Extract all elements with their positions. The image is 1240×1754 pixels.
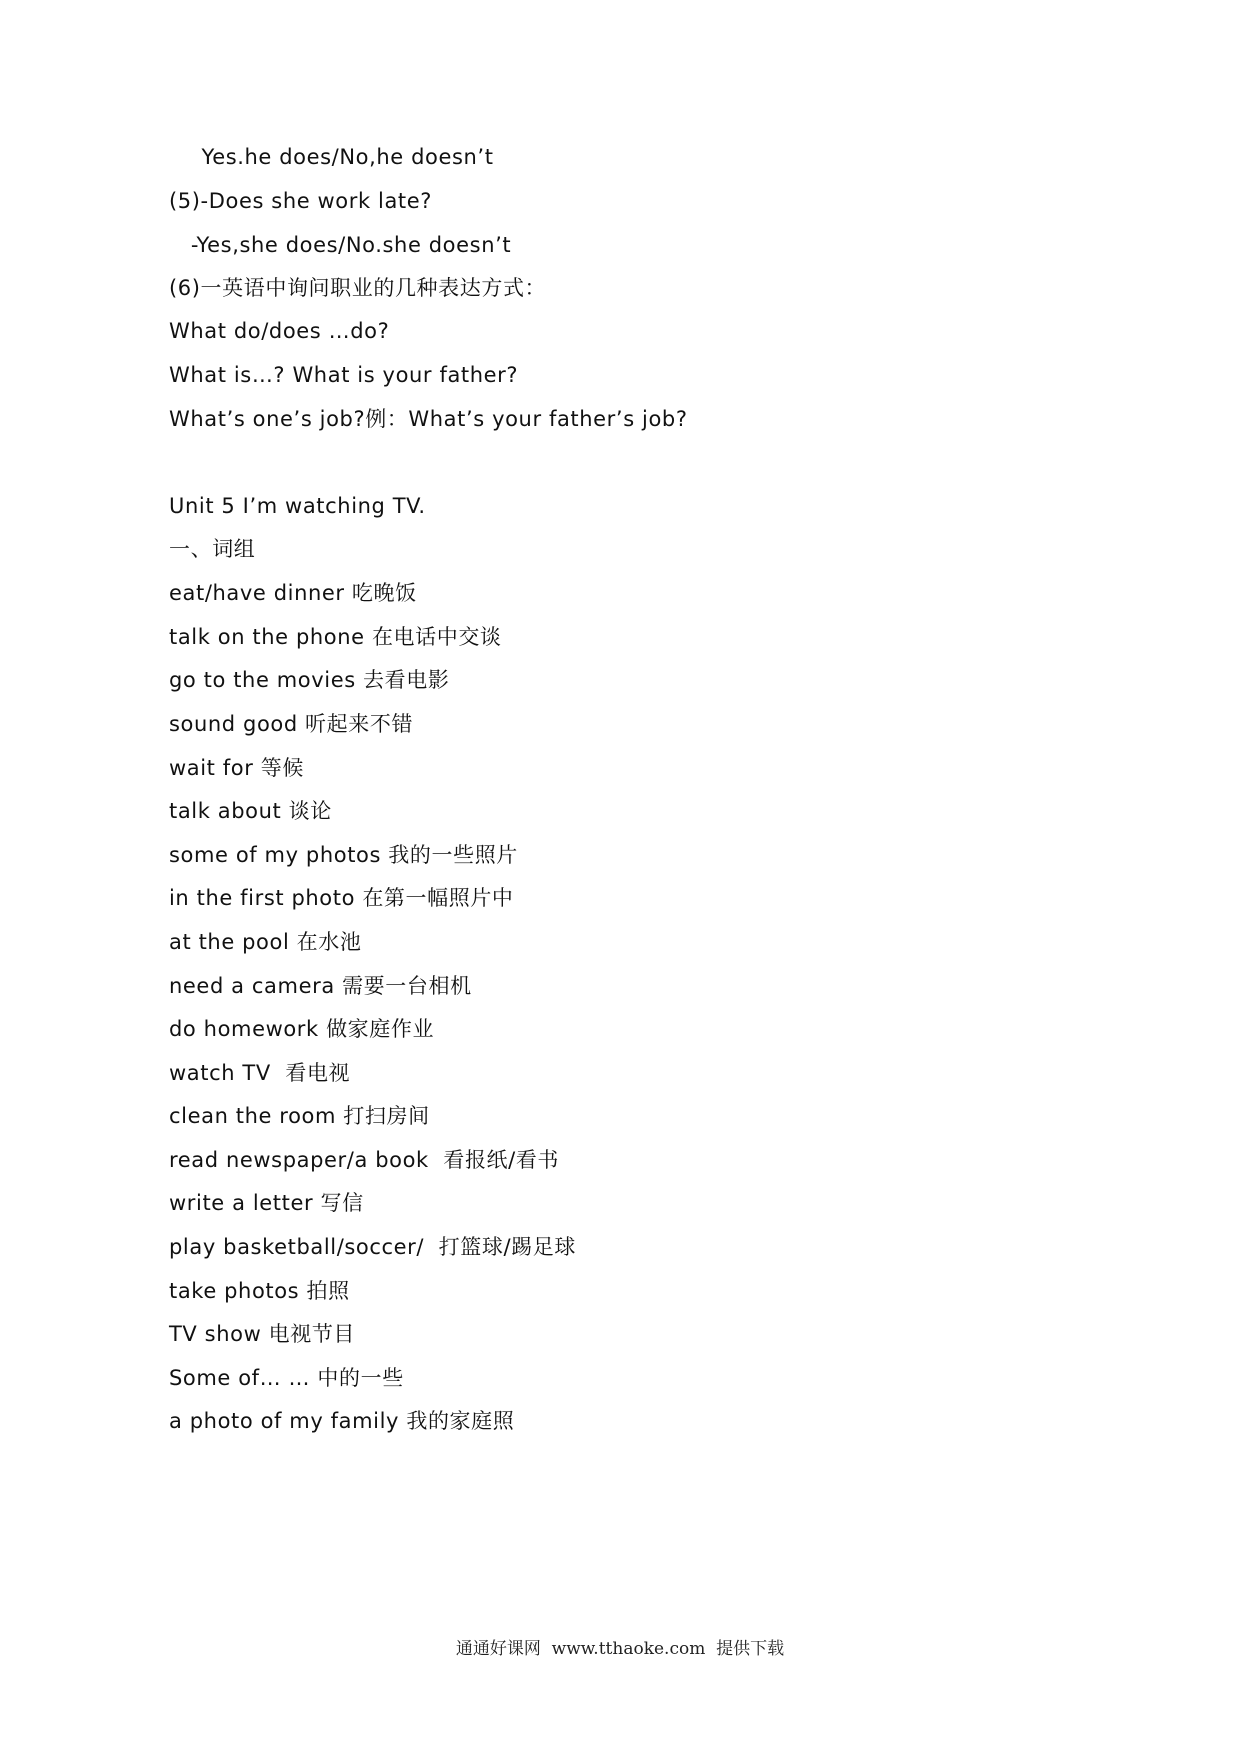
page-footer: 通通好课网 www.tthaoke.com 提供下载 (455, 1639, 785, 1659)
phrase-line: at the pool 在水池 (169, 930, 362, 954)
note-heading: (6)一英语中询问职业的几种表达方式： (169, 276, 547, 300)
phrase-line: read newspaper/a book 看报纸/看书 (169, 1148, 560, 1172)
section-heading: 一、词组 (169, 537, 256, 561)
phrase-line: a photo of my family 我的家庭照 (169, 1409, 515, 1433)
unit-title: Unit 5 I’m watching TV. (169, 494, 426, 518)
phrase-line: clean the room 打扫房间 (169, 1104, 430, 1128)
phrase-line: in the first photo 在第一幅照片中 (169, 886, 514, 910)
phrase-line: play basketball/soccer/ 打篮球/踢足球 (169, 1235, 576, 1259)
answer-line: -Yes,she does/No.she doesn’t (169, 233, 512, 257)
phrase-line: need a camera 需要一台相机 (169, 974, 472, 998)
phrase-line: some of my photos 我的一些照片 (169, 843, 518, 867)
expression-line: What is…? What is your father? (169, 363, 519, 387)
phrase-line: take photos 拍照 (169, 1279, 350, 1303)
phrase-line: do homework 做家庭作业 (169, 1017, 435, 1041)
phrase-line: TV show 电视节目 (169, 1322, 356, 1346)
phrase-line: talk on the phone 在电话中交谈 (169, 625, 502, 649)
phrase-line: Some of… … 中的一些 (169, 1366, 404, 1390)
phrase-line: talk about 谈论 (169, 799, 332, 823)
phrase-line: eat/have dinner 吃晚饭 (169, 581, 417, 605)
expression-line: What do/does …do? (169, 319, 390, 343)
phrase-line: go to the movies 去看电影 (169, 668, 450, 692)
expression-line: What’s one’s job?例：What’s your father’s job? (169, 407, 688, 431)
phrase-line: watch TV 看电视 (169, 1061, 351, 1085)
phrase-line: write a letter 写信 (169, 1191, 364, 1215)
phrase-line: wait for 等候 (169, 756, 304, 780)
phrase-line: sound good 听起来不错 (169, 712, 414, 736)
answer-line: Yes.he does/No,he doesn’t (187, 145, 494, 169)
question-line: (5)-Does she work late? (169, 189, 433, 213)
